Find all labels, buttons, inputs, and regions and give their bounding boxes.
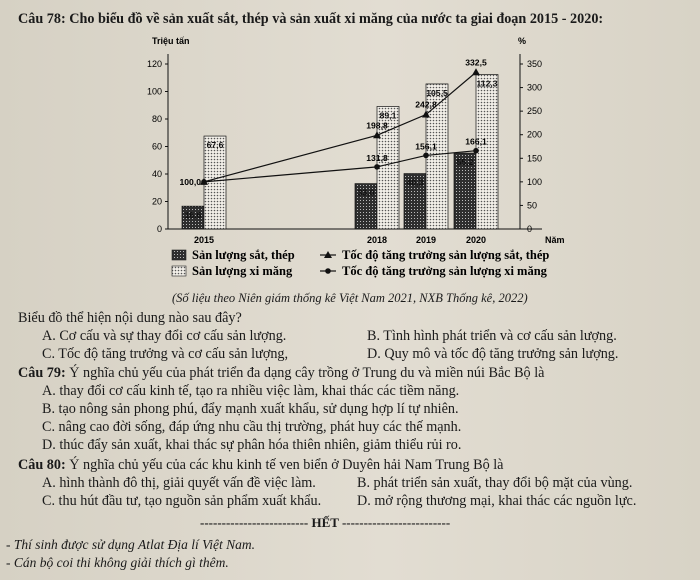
q78-option-d[interactable]: D. Quy mô và tốc độ tăng trưởng sản lượng. <box>367 346 619 362</box>
q78-option-a[interactable]: A. Cơ cấu và sự thay đổi cơ cấu sản lượng. <box>42 328 287 344</box>
q78-option-c[interactable]: C. Tốc độ tăng trưởng và cơ cấu sản lượng, <box>42 346 289 362</box>
circle-marker-icon <box>201 179 207 185</box>
q78-header <box>18 10 603 28</box>
y-left-tick-label: 40 <box>151 169 162 179</box>
bars-group <box>182 75 498 229</box>
q80-option-a[interactable]: A. hình thành đô thị, giải quyết vấn đề việc làm. <box>42 475 316 491</box>
y-right-tick-label: 100 <box>527 176 543 187</box>
q79-option-a[interactable]: A. thay đổi cơ cấu kinh tế, tạo ra nhiều việc làm, khai thác các tiềm năng. <box>42 383 460 399</box>
q78-question: Biểu đồ thể hiện nội dung nào sau đây? <box>18 310 242 326</box>
y-right-tick-label: 300 <box>527 82 543 93</box>
circle-marker-icon <box>374 164 380 170</box>
y-left-tick-label: 0 <box>156 224 162 234</box>
y-right-tick-label: 50 <box>527 200 538 211</box>
y-left-tick-label: 100 <box>146 86 162 97</box>
circle-marker-icon <box>423 153 429 159</box>
q79-option-b[interactable]: B. tạo nông sản phong phú, đẩy mạnh xuất khẩu, sử dụng hợp lí tự nhiên. <box>42 401 459 417</box>
q80-text: Ý nghĩa chủ yếu của các khu kinh tế ven biển ở Duyên hải Nam Trung Bộ là <box>69 457 504 473</box>
y-left-tick-label: 80 <box>151 114 162 124</box>
legend-swatch-steel <box>172 250 186 260</box>
note-no-explain: - Cán bộ coi thi không giải thích gì thêm. <box>6 555 229 570</box>
q78-option-b[interactable]: B. Tình hình phát triển và cơ cấu sản lượng. <box>367 328 617 344</box>
q79-text: Ý nghĩa chủ yếu của phát triển đa dạng cây trồng ở Trung du và miền núi Bắc Bộ là <box>69 365 545 381</box>
x-title: Năm <box>545 235 565 245</box>
bar-steel-label: 55,2 <box>456 157 474 168</box>
q80-label: Câu 80: <box>18 457 66 473</box>
line-steel-label: 332,5 <box>465 57 487 68</box>
line-steel-label: 242,8 <box>415 99 437 110</box>
q80-header <box>18 456 503 474</box>
line-cement-label: 166,1 <box>465 136 487 147</box>
q80-option-d[interactable]: D. mở rộng thương mại, khai thác các nguồn lực. <box>357 493 637 509</box>
q79-option-d[interactable]: D. thúc đẩy sản xuất, khai thác sự phân hóa thiên nhiên, giảm thiểu rủi ro. <box>42 437 462 453</box>
y-right-tick-label: 0 <box>527 224 533 234</box>
circle-marker-icon <box>473 148 479 154</box>
x-tick-label: 2019 <box>415 235 437 245</box>
q79-label: Câu 79: <box>18 365 66 381</box>
bar-cement-label: 112,3 <box>476 78 498 89</box>
y-right-tick-label: 150 <box>527 153 543 164</box>
x-tick-label: 2020 <box>465 235 487 245</box>
bar-cement-label: 67,6 <box>206 140 224 151</box>
bar-steel-label: 33,0 <box>357 187 375 198</box>
legend-steel-growth: Tốc độ tăng trưởng sản lượng sắt, thép <box>342 248 550 262</box>
legend-cement-growth: Tốc độ tăng trưởng sản lượng xi măng <box>342 264 547 278</box>
y-left-tick-label: 60 <box>151 141 162 152</box>
bar-cement <box>476 75 498 229</box>
q79-header <box>18 364 544 382</box>
q80-option-c[interactable]: C. thu hút đầu tư, tạo nguồn sản phẩm xuất khẩu. <box>42 493 322 509</box>
bar-steel-label: 16,6 <box>184 210 202 221</box>
y-right-tick-label: 350 <box>527 59 543 69</box>
line-cement-label: 156,1 <box>415 141 437 152</box>
note-atlat: - Thí sinh được sử dụng Atlat Địa lí Việt Nam. <box>6 537 256 552</box>
triangle-marker-icon <box>472 68 480 75</box>
y-right-tick-label: 250 <box>527 106 543 117</box>
q79-option-c[interactable]: C. nâng cao đời sống, đáp ứng nhu cầu thị trường, phát huy các thế mạnh. <box>42 419 462 435</box>
bar-cement-label: 105,5 <box>426 87 448 98</box>
x-tick-label: 2015 <box>193 235 215 245</box>
y-left-tick-label: 20 <box>151 196 162 207</box>
y-right-title: % <box>518 36 527 46</box>
legend-circle-icon <box>325 268 331 274</box>
y-left-title: Triệu tấn <box>152 36 190 46</box>
y-left-tick-label: 120 <box>146 59 162 69</box>
q78-label: Câu 78: <box>18 11 66 27</box>
bar-cement-label: 89,1 <box>379 110 397 121</box>
legend-cement: Sản lượng xi măng <box>192 264 293 278</box>
legend-swatch-cement <box>172 266 186 276</box>
legend-steel: Sản lượng sắt, thép <box>192 248 295 262</box>
bar-steel-label: 40,3 <box>406 177 424 188</box>
chart-source: (Số liệu theo Niên giám thống kê Việt Nam 2021, NXB Thống kê, 2022) <box>172 291 528 305</box>
x-tick-label: 2018 <box>366 235 388 245</box>
line-cement-label: 131,8 <box>366 152 388 163</box>
line-steel-label: 198,8 <box>366 120 388 131</box>
q78-text: Cho biểu đồ về sản xuất sắt, thép và sản xuất xi măng của nước ta giai đoạn 2015 - 2020: <box>69 11 604 27</box>
production-chart <box>120 32 580 290</box>
line-base-label: 100,0 <box>179 176 201 187</box>
q80-option-b[interactable]: B. phát triển sản xuất, thay đổi bộ mặt của vùng. <box>357 475 633 491</box>
y-right-tick-label: 200 <box>527 129 543 140</box>
legend <box>172 248 549 278</box>
labels-group <box>179 57 497 245</box>
end-mark: ------------------------- HẾT ------------------------- <box>200 515 451 530</box>
